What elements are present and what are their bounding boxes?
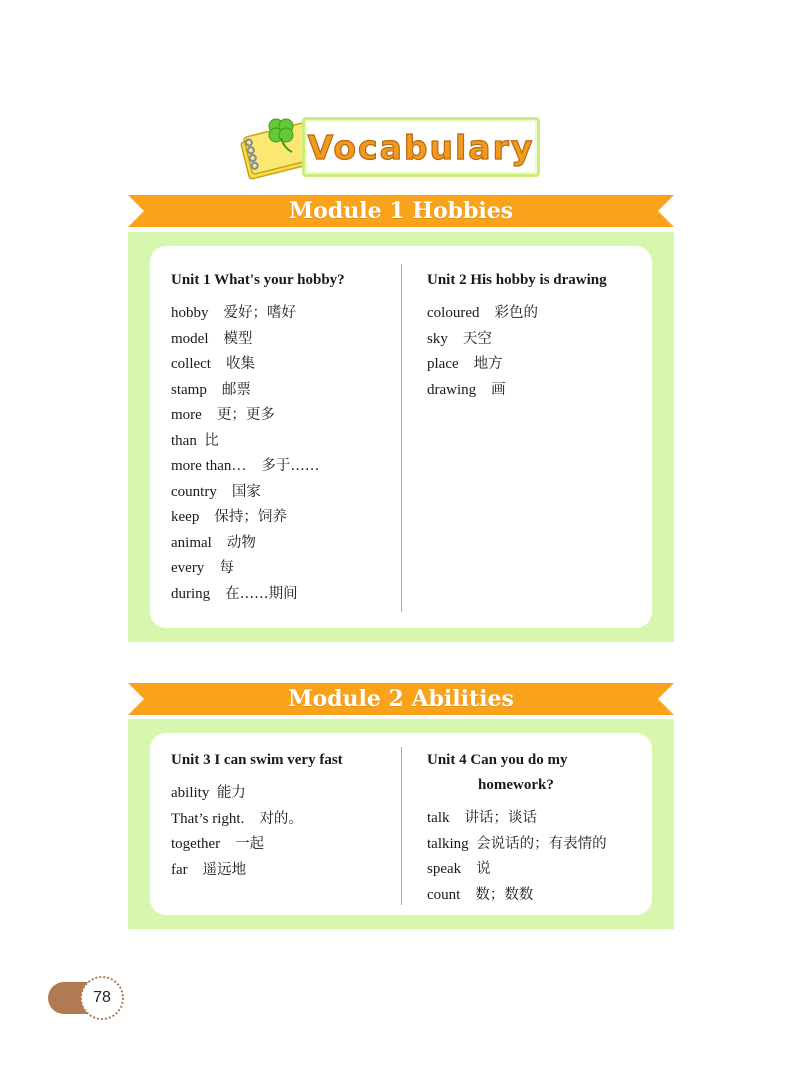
word-en: hobby (171, 305, 209, 321)
word-item (427, 327, 538, 353)
page-title: Vocabulary (307, 128, 535, 167)
word-en: animal (171, 534, 212, 551)
word-zh: 说 (476, 861, 491, 877)
word-en: collect (171, 356, 211, 372)
word-item (171, 505, 319, 531)
word-item (171, 403, 319, 429)
word-item (427, 883, 607, 909)
word-item (171, 378, 319, 404)
unit-2-word-list (427, 301, 538, 403)
word-item (171, 352, 319, 378)
word-item (427, 806, 607, 832)
unit-4-heading (427, 752, 567, 794)
word-zh: 更；更多 (216, 407, 275, 423)
word-zh: 比 (204, 432, 219, 449)
word-item (171, 301, 319, 327)
word-zh: 动物 (226, 534, 256, 551)
word-en: every (171, 560, 205, 576)
module-2-header: Module 2 Abilities (288, 686, 514, 712)
word-zh: 对的。 (259, 810, 303, 827)
word-item (171, 480, 319, 506)
word-en: model (171, 330, 209, 347)
word-en: talking (427, 835, 469, 852)
word-zh: 能力 (216, 785, 246, 801)
word-zh: 多于…… (261, 458, 320, 474)
word-item (171, 781, 303, 807)
word-zh: 会说话的；有表情的 (476, 835, 607, 852)
word-zh: 画 (491, 381, 506, 398)
word-en: That’s right. (171, 810, 245, 827)
word-item (171, 807, 303, 833)
vocabulary-title-badge (232, 112, 548, 178)
word-en: ability (171, 785, 210, 801)
title-frame (302, 117, 540, 177)
word-zh: 国家 (231, 483, 261, 500)
word-en: far (171, 861, 188, 878)
word-item (171, 429, 319, 455)
word-en: drawing (427, 381, 477, 398)
word-item (171, 531, 319, 557)
word-zh: 保持；饲养 (214, 509, 287, 525)
word-zh: 每 (219, 560, 234, 576)
module-1-ribbon (128, 195, 674, 227)
unit-3-word-list (171, 781, 303, 883)
word-en: together (171, 836, 221, 852)
word-en: keep (171, 509, 200, 525)
word-item (171, 858, 303, 884)
word-zh: 一起 (235, 836, 265, 852)
unit-2-heading: Unit 2 His hobby is drawing (427, 272, 607, 288)
module-2-panel (128, 719, 674, 929)
unit-4-heading-line2: homework? (478, 777, 554, 793)
word-en: coloured (427, 305, 480, 321)
module-1-panel (128, 232, 674, 642)
word-zh: 讲话；谈话 (464, 810, 537, 826)
unit-3-heading: Unit 3 I can swim very fast (171, 752, 343, 768)
word-en: speak (427, 861, 462, 877)
word-en: during (171, 585, 211, 602)
module-2-ribbon (128, 683, 674, 715)
word-item (171, 327, 319, 353)
word-item (427, 301, 538, 327)
word-zh: 模型 (223, 330, 253, 347)
word-zh: 邮票 (221, 381, 251, 398)
word-zh: 爱好；嗜好 (223, 305, 296, 321)
word-en: than (171, 432, 197, 449)
word-en: talk (427, 810, 450, 826)
word-zh: 地方 (473, 356, 503, 372)
word-item (427, 352, 538, 378)
unit-4-heading-line1: Unit 4 Can you do my (427, 752, 568, 768)
column-divider (401, 264, 402, 612)
word-item (427, 832, 607, 858)
word-en: more (171, 407, 202, 423)
unit-1-word-list (171, 301, 319, 607)
word-item (171, 832, 303, 858)
column-divider (401, 747, 402, 905)
word-item (171, 454, 319, 480)
word-en: sky (427, 330, 448, 347)
word-en: stamp (171, 381, 207, 398)
word-item (427, 378, 538, 404)
unit-4-word-list (427, 806, 607, 908)
unit-1-heading: Unit 1 What's your hobby? (171, 272, 345, 288)
word-zh: 在……期间 (225, 585, 298, 602)
word-zh: 数；数数 (475, 886, 534, 903)
word-zh: 收集 (225, 356, 255, 372)
word-zh: 天空 (462, 330, 492, 347)
word-item (427, 857, 607, 883)
word-en: place (427, 356, 459, 372)
word-en: more than… (171, 458, 247, 474)
module-1-header: Module 1 Hobbies (288, 198, 514, 224)
word-zh: 彩色的 (494, 305, 538, 321)
word-item (171, 582, 319, 608)
page-number: 78 (93, 989, 111, 1006)
word-item (171, 556, 319, 582)
word-en: country (171, 483, 217, 500)
word-zh: 遥远地 (202, 861, 247, 878)
word-en: count (427, 886, 461, 903)
